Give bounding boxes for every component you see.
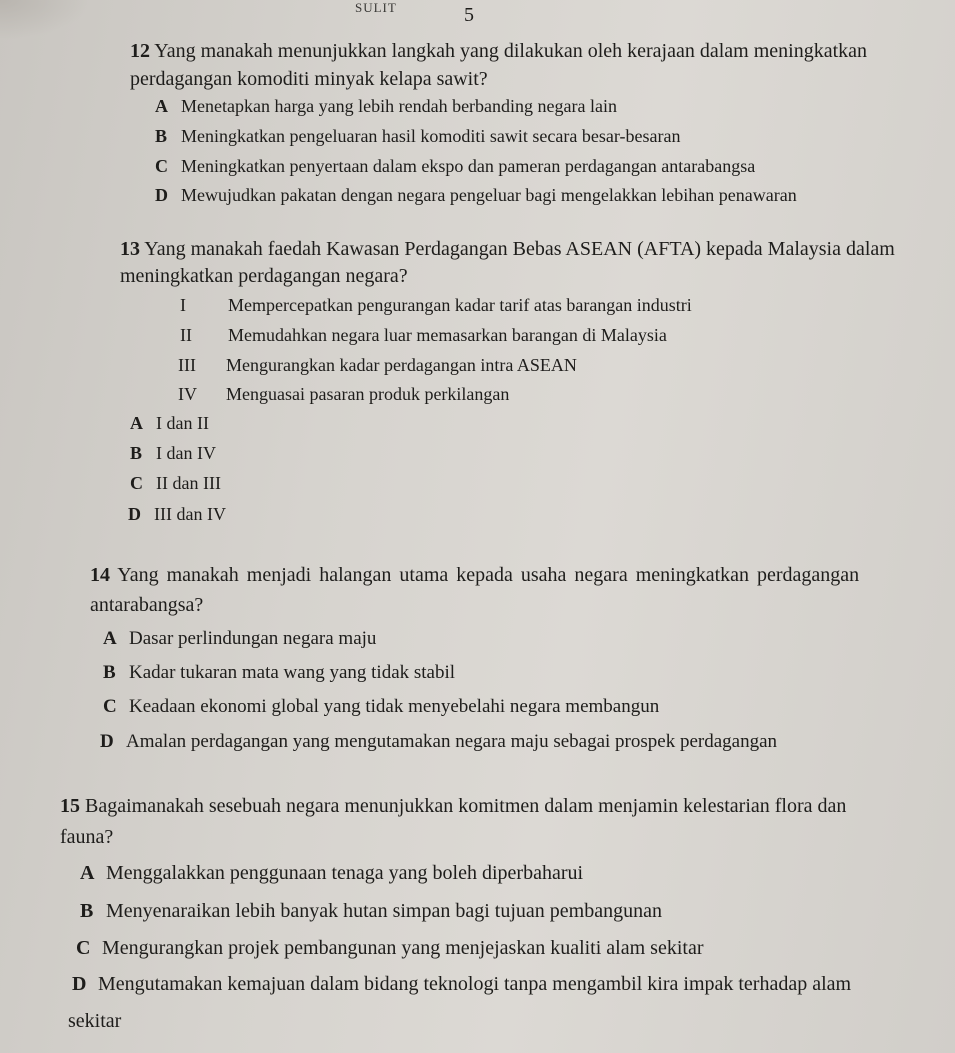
question-13-line2: meningkatkan perdagangan negara? — [120, 265, 408, 287]
option — [103, 628, 376, 650]
question-13-line1 — [120, 239, 895, 259]
statement — [180, 295, 692, 316]
statement-text: Mempercepatkan pengurangan kadar tarif atas barangan industri — [228, 295, 692, 315]
option — [155, 126, 680, 147]
option-text: Meningkatkan pengeluaran hasil komoditi sawit secara besar-besaran — [181, 126, 681, 146]
option-letter: C — [76, 937, 91, 959]
question-12-line1 — [130, 41, 867, 61]
option — [155, 96, 617, 117]
option-text: Kadar tukaran mata wang yang tidak stabil — [129, 662, 456, 683]
statement-text: Memudahkan negara luar memasarkan barangan di Malaysia — [228, 325, 667, 345]
option-text: Menetapkan harga yang lebih rendah berbanding negara lain — [181, 96, 617, 116]
option-continuation: sekitar — [68, 1010, 122, 1032]
question-number: 13 — [120, 238, 140, 260]
option — [100, 731, 777, 753]
option-letter: D — [100, 731, 114, 752]
option-text: Mengurangkan projek pembangunan yang menjejaskan kualiti alam sekitar — [102, 937, 704, 959]
option-letter: A — [130, 413, 143, 433]
subject-code: SULIT — [355, 0, 397, 15]
question-number: 14 — [90, 564, 110, 586]
statement-numeral: I — [180, 295, 186, 315]
statement-numeral: IV — [178, 384, 197, 404]
option-letter: C — [103, 696, 117, 717]
option — [76, 937, 703, 960]
option-text: Mengutamakan kemajuan dalam bidang teknologi tanpa mengambil kira impak terhadap alam — [98, 973, 852, 995]
option — [155, 185, 797, 206]
option — [103, 662, 455, 684]
question-15-line1 — [60, 796, 846, 816]
option — [80, 900, 662, 923]
question-12-line2: perdagangan komoditi minyak kelapa sawit? — [130, 68, 488, 90]
question-text: Yang manakah menjadi halangan utama kepada usaha negara meningkatkan perdagangan — [117, 564, 860, 586]
question-15-line2: fauna? — [60, 826, 114, 848]
option-letter: C — [130, 473, 143, 493]
question-14-line1 — [90, 565, 859, 585]
option-text: I dan IV — [156, 443, 216, 463]
paper-shadow — [0, 0, 90, 40]
statement — [178, 355, 577, 376]
option-letter: C — [155, 156, 168, 176]
option-letter: B — [130, 443, 143, 463]
option-text: III dan IV — [154, 504, 226, 524]
option — [80, 862, 583, 885]
question-text: Yang manakah faedah Kawasan Perdagangan Bebas ASEAN (AFTA) kepada Malaysia dalam — [144, 238, 895, 260]
option-letter: B — [155, 126, 168, 146]
option — [103, 696, 659, 718]
statement-text: Mengurangkan kadar perdagangan intra ASEAN — [226, 355, 577, 375]
option-text: Meningkatkan penyertaan dalam ekspo dan pameran perdagangan antarabangsa — [181, 156, 756, 176]
statement — [180, 325, 667, 346]
statement-numeral: II — [180, 325, 192, 345]
option-letter: A — [103, 628, 117, 649]
option-letter: D — [128, 504, 141, 524]
option — [130, 473, 221, 494]
option-text: I dan II — [156, 413, 209, 433]
option-text: Dasar perlindungan negara maju — [129, 628, 377, 649]
question-text: Yang manakah menunjukkan langkah yang dilakukan oleh kerajaan dalam meningkatkan — [154, 40, 868, 62]
option — [128, 504, 226, 525]
option — [130, 413, 209, 434]
option-text: Keadaan ekonomi global yang tidak menyebelahi negara membangun — [129, 696, 660, 717]
question-number: 15 — [60, 795, 80, 817]
option-letter: A — [80, 862, 95, 884]
statement-numeral: III — [178, 355, 196, 375]
statement-text: Menguasai pasaran produk perkilangan — [226, 384, 510, 404]
option-letter: A — [155, 96, 168, 116]
option — [72, 973, 851, 996]
option-text: II dan III — [156, 473, 221, 493]
option-text: Amalan perdagangan yang mengutamakan negara maju sebagai prospek perdagangan — [126, 731, 778, 752]
option — [130, 443, 216, 464]
option-letter: D — [72, 973, 87, 995]
option-letter: B — [103, 662, 116, 683]
option — [155, 156, 755, 177]
statement — [178, 384, 509, 405]
question-14-line2: antarabangsa? — [90, 594, 204, 616]
option-text: Menggalakkan penggunaan tenaga yang boleh diperbaharui — [106, 862, 584, 884]
option-letter: B — [80, 900, 94, 922]
option-text: Mewujudkan pakatan dengan negara pengeluar bagi mengelakkan lebihan penawaran — [181, 185, 797, 205]
question-text: Bagaimanakah sesebuah negara menunjukkan komitmen dalam menjamin kelestarian flora dan — [85, 795, 847, 817]
page-number: 5 — [464, 4, 474, 26]
option-letter: D — [155, 185, 168, 205]
question-number: 12 — [130, 40, 150, 62]
option-text: Menyenaraikan lebih banyak hutan simpan bagi tujuan pembangunan — [106, 900, 662, 922]
